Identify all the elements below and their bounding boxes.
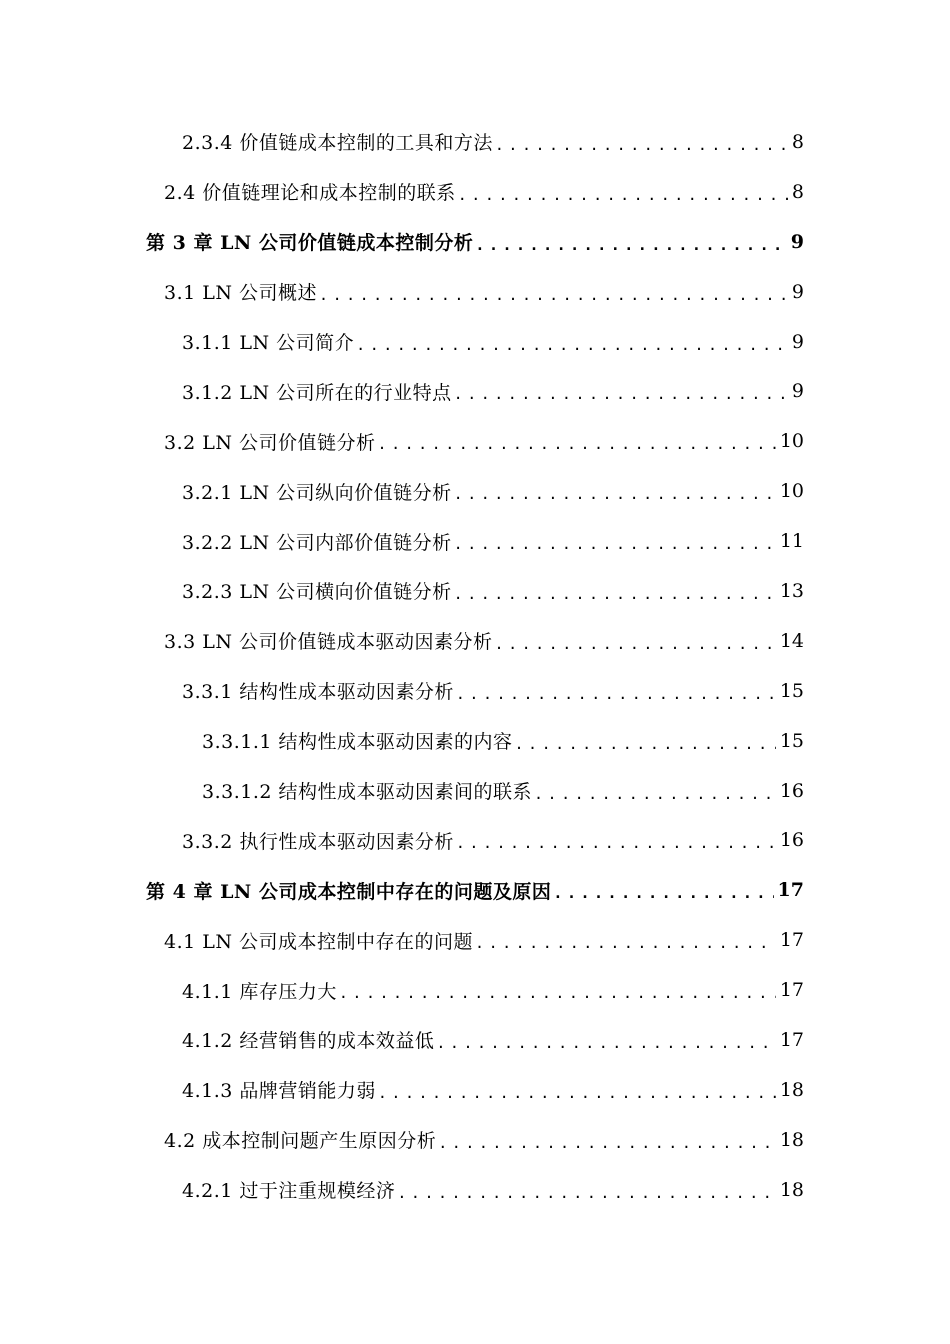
table-of-contents [0, 117, 950, 1215]
toc-entry-page: 10 [779, 480, 804, 503]
toc-dot-leader [454, 585, 776, 603]
toc-entry-page: 8 [791, 130, 804, 153]
toc-entry-title: 4.2 成本控制问题产生原因分析 [164, 1130, 437, 1153]
toc-entry-page: 18 [779, 1178, 804, 1201]
toc-dot-leader [475, 236, 786, 254]
toc-entry-page: 15 [779, 729, 804, 752]
toc-dot-leader [495, 635, 776, 653]
toc-dot-leader [454, 485, 776, 503]
toc-dot-leader [378, 435, 776, 453]
toc-entry[interactable] [0, 815, 950, 865]
toc-entry-title: 3.3.1 结构性成本驱动因素分析 [182, 681, 454, 704]
toc-entry[interactable] [0, 666, 950, 716]
toc-entry[interactable] [0, 1065, 950, 1115]
toc-entry-title: 3.3.1.2 结构性成本驱动因素间的联系 [202, 781, 533, 804]
toc-entry-title: 3.1.1 LN 公司简介 [182, 332, 355, 354]
toc-entry[interactable] [0, 167, 950, 217]
toc-entry[interactable] [0, 117, 950, 167]
toc-entry[interactable] [0, 416, 950, 466]
toc-entry-page: 18 [779, 1128, 804, 1151]
toc-entry-title: 3.2.3 LN 公司横向价值链分析 [182, 581, 452, 604]
toc-entry-title: 4.1.2 经营销售的成本效益低 [182, 1030, 435, 1053]
toc-entry-title: 3.2.1 LN 公司纵向价值链分析 [182, 481, 452, 504]
toc-entry-page: 17 [779, 929, 804, 952]
toc-dot-leader [458, 186, 788, 204]
toc-entry-page: 17 [779, 979, 804, 1002]
toc-dot-leader [454, 535, 776, 553]
toc-entry[interactable] [0, 766, 950, 816]
toc-dot-leader [495, 136, 788, 154]
toc-dot-leader [475, 934, 776, 952]
toc-dot-leader [319, 286, 788, 304]
toc-dot-leader [438, 1134, 776, 1152]
toc-entry[interactable] [0, 366, 950, 416]
toc-entry-title: 3.2 LN 公司价值链分析 [164, 431, 376, 454]
toc-entry[interactable] [0, 516, 950, 566]
toc-chapter-entry[interactable] [0, 217, 950, 267]
toc-entry-title: 3.2.2 LN 公司内部价值链分析 [182, 531, 452, 554]
toc-entry-title: 4.1.1 库存压力大 [182, 980, 337, 1003]
toc-entry-title: 3.3 LN 公司价值链成本驱动因素分析 [164, 631, 493, 654]
toc-dot-leader [515, 735, 776, 753]
toc-entry[interactable] [0, 317, 950, 367]
toc-dot-leader [456, 685, 776, 703]
toc-dot-leader [378, 1084, 776, 1102]
toc-entry-page: 16 [779, 829, 804, 852]
toc-entry-page: 16 [779, 779, 804, 802]
toc-dot-leader [339, 984, 776, 1002]
toc-entry-title: 3.3.2 执行性成本驱动因素分析 [182, 830, 454, 853]
toc-entry[interactable] [0, 1115, 950, 1165]
toc-entry[interactable] [0, 466, 950, 516]
toc-entry-title: 3.1 LN 公司概述 [164, 282, 318, 305]
toc-entry[interactable] [0, 566, 950, 616]
toc-entry[interactable] [0, 716, 950, 766]
toc-entry-title: 3.3.1.1 结构性成本驱动因素的内容 [202, 731, 513, 754]
toc-entry-title: 4.2.1 过于注重规模经济 [182, 1180, 396, 1203]
toc-entry-title: 4.1.3 品牌营销能力弱 [182, 1080, 376, 1103]
toc-entry-title: 第 3 章 LN 公司价值链成本控制分析 [146, 232, 474, 255]
toc-dot-leader [397, 1184, 775, 1202]
toc-entry-page: 9 [791, 380, 804, 403]
toc-entry-page: 10 [779, 430, 804, 453]
toc-entry-title: 第 4 章 LN 公司成本控制中存在的问题及原因 [146, 880, 552, 903]
toc-entry-page: 8 [791, 180, 804, 203]
toc-entry[interactable] [0, 1015, 950, 1065]
toc-entry-page: 9 [790, 230, 804, 253]
toc-dot-leader [356, 336, 788, 354]
toc-entry-page: 15 [779, 679, 804, 702]
toc-dot-leader [456, 834, 776, 852]
toc-chapter-entry[interactable] [0, 865, 950, 915]
toc-entry-page: 17 [779, 1028, 804, 1051]
toc-dot-leader [454, 385, 788, 403]
toc-entry-title: 2.3.4 价值链成本控制的工具和方法 [182, 132, 493, 155]
toc-entry-page: 9 [791, 280, 804, 303]
toc-dot-leader [553, 884, 773, 902]
toc-entry-title: 3.1.2 LN 公司所在的行业特点 [182, 381, 452, 404]
toc-entry[interactable] [0, 915, 950, 965]
toc-entry-title: 2.4 价值链理论和成本控制的联系 [164, 182, 456, 205]
toc-entry-title: 4.1 LN 公司成本控制中存在的问题 [164, 930, 474, 953]
toc-entry[interactable] [0, 616, 950, 666]
toc-dot-leader [436, 1034, 775, 1052]
toc-dot-leader [534, 785, 776, 803]
toc-entry[interactable] [0, 267, 950, 317]
toc-entry-page: 14 [779, 629, 804, 652]
toc-entry-page: 18 [779, 1078, 804, 1101]
toc-entry-page: 9 [791, 330, 804, 353]
toc-entry[interactable] [0, 965, 950, 1015]
toc-entry-page: 17 [777, 879, 804, 902]
toc-entry-page: 11 [779, 530, 804, 553]
toc-entry[interactable] [0, 1165, 950, 1215]
toc-entry-page: 13 [779, 579, 804, 602]
